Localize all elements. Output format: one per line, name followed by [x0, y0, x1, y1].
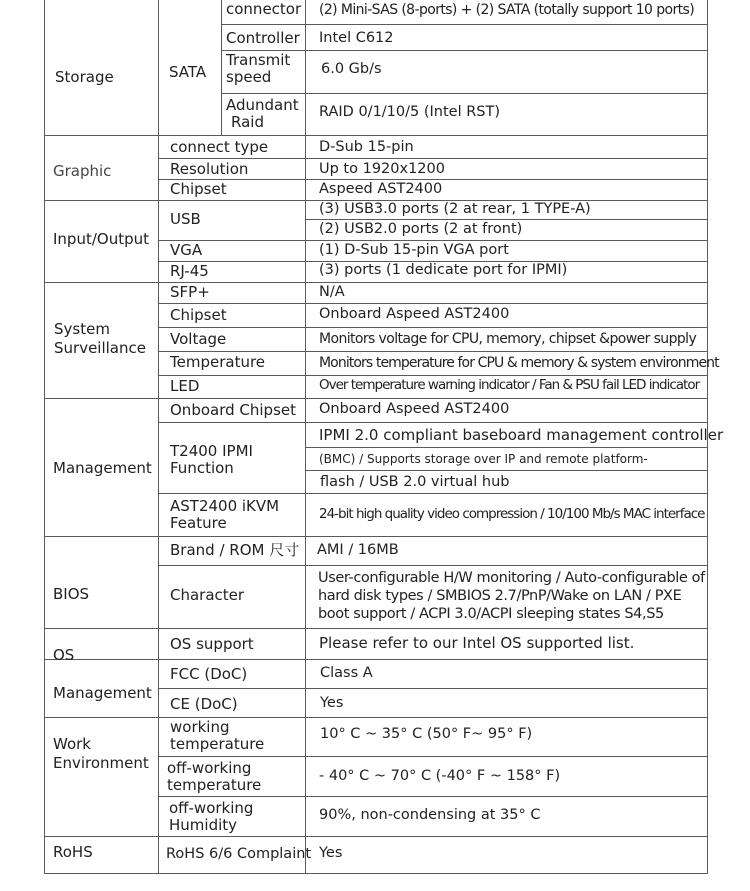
value-temperature: Monitors temperature for CPU & memory & system environment: [319, 355, 719, 371]
subcategory-sata: SATA: [169, 63, 207, 81]
row-divider: [221, 50, 708, 51]
label-connector: connector: [226, 0, 302, 18]
row-divider: [158, 158, 708, 159]
label-fcc: FCC (DoC): [170, 665, 248, 683]
label-raid-line1: Adundant: [226, 96, 299, 114]
label-graphic-chipset: Chipset: [170, 180, 227, 198]
row-divider: [158, 422, 708, 423]
label-temperature: Temperature: [170, 353, 266, 371]
category-surveillance-line1: System: [54, 320, 110, 338]
label-ipmi-line2: Function: [170, 459, 234, 477]
category-management-compliance: Management: [53, 684, 152, 702]
value-rj45: (3) ports (1 dedicate port for IPMI): [319, 262, 568, 278]
value-usb-2: (2) USB2.0 ports (2 at front): [319, 221, 523, 237]
value-voltage: Monitors voltage for CPU, memory, chipset &power supply: [319, 331, 697, 347]
value-connect-type: D-Sub 15-pin: [319, 139, 414, 155]
row-divider: [158, 565, 708, 566]
table-border-bottom: [44, 873, 708, 874]
value-ipmi-line3: flash / USB 2.0 virtual hub: [320, 474, 510, 490]
label-led: LED: [170, 377, 200, 395]
value-sfp: N/A: [319, 284, 345, 300]
label-offworking-temp-line2: temperature: [167, 776, 262, 794]
label-transmit-line2: speed: [226, 68, 272, 86]
value-fcc: Class A: [320, 665, 373, 681]
row-divider: [158, 303, 708, 304]
value-led: Over temperature warning indicator / Fan & PSU fail LED indicator: [319, 377, 700, 393]
value-brand-rom: AMI / 16MB: [317, 542, 399, 558]
label-voltage: Voltage: [170, 330, 227, 348]
value-graphic-chipset: Aspeed AST2400: [319, 181, 443, 197]
value-controller: Intel C612: [319, 30, 394, 46]
category-work-line2: Environment: [53, 754, 149, 772]
row-divider: [305, 219, 708, 220]
row-divider: [158, 240, 708, 241]
label-vga: VGA: [170, 241, 203, 259]
label-working-temp-line2: temperature: [170, 735, 265, 753]
value-ipmi-line1: IPMI 2.0 compliant baseboard management controller: [319, 426, 724, 444]
row-divider: [305, 447, 708, 448]
col-divider-label: [305, 0, 306, 874]
value-offworking-temp: - 40° C ~ 70° C (-40° F ~ 158° F): [319, 768, 561, 784]
row-divider: [158, 375, 708, 376]
row-divider: [158, 756, 708, 757]
label-working-temp-line1: working: [170, 718, 230, 736]
value-surveillance-chipset: Onboard Aspeed AST2400: [319, 306, 510, 322]
value-offworking-humidity: 90%, non-condensing at 35° C: [319, 807, 541, 823]
category-graphic: Graphic: [53, 162, 112, 180]
value-transmit: 6.0 Gb/s: [321, 61, 382, 77]
label-resolution: Resolution: [170, 160, 249, 178]
value-vga: (1) D-Sub 15-pin VGA port: [319, 242, 509, 258]
label-usb: USB: [170, 210, 201, 228]
label-ce: CE (DoC): [170, 695, 238, 713]
label-offworking-humidity-line2: Humidity: [169, 816, 238, 834]
label-offworking-humidity-line1: off-working: [169, 799, 254, 817]
label-onboard-chipset: Onboard Chipset: [170, 401, 296, 419]
row-divider: [158, 351, 708, 352]
value-raid: RAID 0/1/10/5 (Intel RST): [319, 104, 501, 120]
row-divider: [305, 470, 708, 471]
label-os-support: OS support: [170, 635, 254, 653]
label-connect-type: connect type: [170, 138, 269, 156]
section-border: [44, 135, 708, 136]
label-ikvm-line2: Feature: [170, 514, 227, 532]
section-border: [44, 659, 708, 660]
category-management: Management: [53, 459, 152, 477]
value-connector: (2) Mini-SAS (8-ports) + (2) SATA (totally support 10 ports): [319, 2, 695, 18]
value-ikvm: 24-bit high quality video compression / 10/100 Mb/s MAC interface: [319, 506, 705, 522]
section-border: [44, 536, 708, 537]
value-os-support: Please refer to our Intel OS supported list.: [319, 634, 635, 652]
label-ipmi-line1: T2400 IPMI: [170, 442, 253, 460]
value-ipmi-line2: (BMC) / Supports storage over IP and remote platform-: [319, 452, 648, 466]
row-divider: [221, 93, 708, 94]
section-border: [44, 398, 708, 399]
row-divider: [221, 24, 708, 25]
row-divider: [158, 179, 708, 180]
value-ce: Yes: [320, 695, 344, 711]
row-divider: [158, 327, 708, 328]
label-sfp: SFP+: [170, 283, 210, 301]
category-input-output: Input/Output: [53, 230, 149, 248]
value-usb-3: (3) USB3.0 ports (2 at rear, 1 TYPE-A): [319, 201, 591, 217]
label-rj45: RJ-45: [170, 262, 209, 280]
row-divider: [158, 493, 708, 494]
section-border: [44, 628, 708, 629]
section-border: [44, 717, 708, 718]
col-divider-storage-sub: [221, 0, 222, 135]
category-rohs: RoHS: [53, 843, 93, 861]
label-raid-line2: Raid: [231, 113, 264, 131]
label-brand-rom: Brand / ROM 尺寸: [170, 541, 300, 559]
label-offworking-temp-line1: off-working: [167, 759, 252, 777]
label-rohs-complaint: RoHS 6/6 Complaint: [166, 846, 312, 862]
category-os: OS: [53, 646, 75, 664]
label-ikvm-line1: AST2400 iKVM: [170, 497, 280, 515]
value-working-temp: 10° C ~ 35° C (50° F~ 95° F): [320, 726, 533, 742]
row-divider: [158, 688, 708, 689]
col-divider-category: [158, 0, 159, 874]
label-controller: Controller: [226, 29, 300, 47]
value-character: User-configurable H/W monitoring / Auto-configurable of hard disk types / SMBIOS 2.7/PnP/Wake on LAN / PXE boot support / ACPI 3.0/ACPI sleeping states S4,S5: [318, 570, 705, 622]
row-divider: [158, 796, 708, 797]
category-surveillance-line2: Surveillance: [54, 339, 146, 357]
section-border: [44, 836, 708, 837]
value-onboard-chipset: Onboard Aspeed AST2400: [319, 401, 510, 417]
section-border: [44, 282, 708, 283]
category-storage: Storage: [55, 68, 114, 86]
value-rohs: Yes: [319, 845, 343, 861]
label-surveillance-chipset: Chipset: [170, 306, 227, 324]
value-resolution: Up to 1920x1200: [319, 161, 445, 177]
category-work-line1: Work: [53, 735, 91, 753]
label-transmit-line1: Transmit: [226, 51, 291, 69]
label-character: Character: [170, 586, 245, 604]
table-border-left: [44, 0, 45, 874]
category-bios: BIOS: [53, 585, 90, 603]
